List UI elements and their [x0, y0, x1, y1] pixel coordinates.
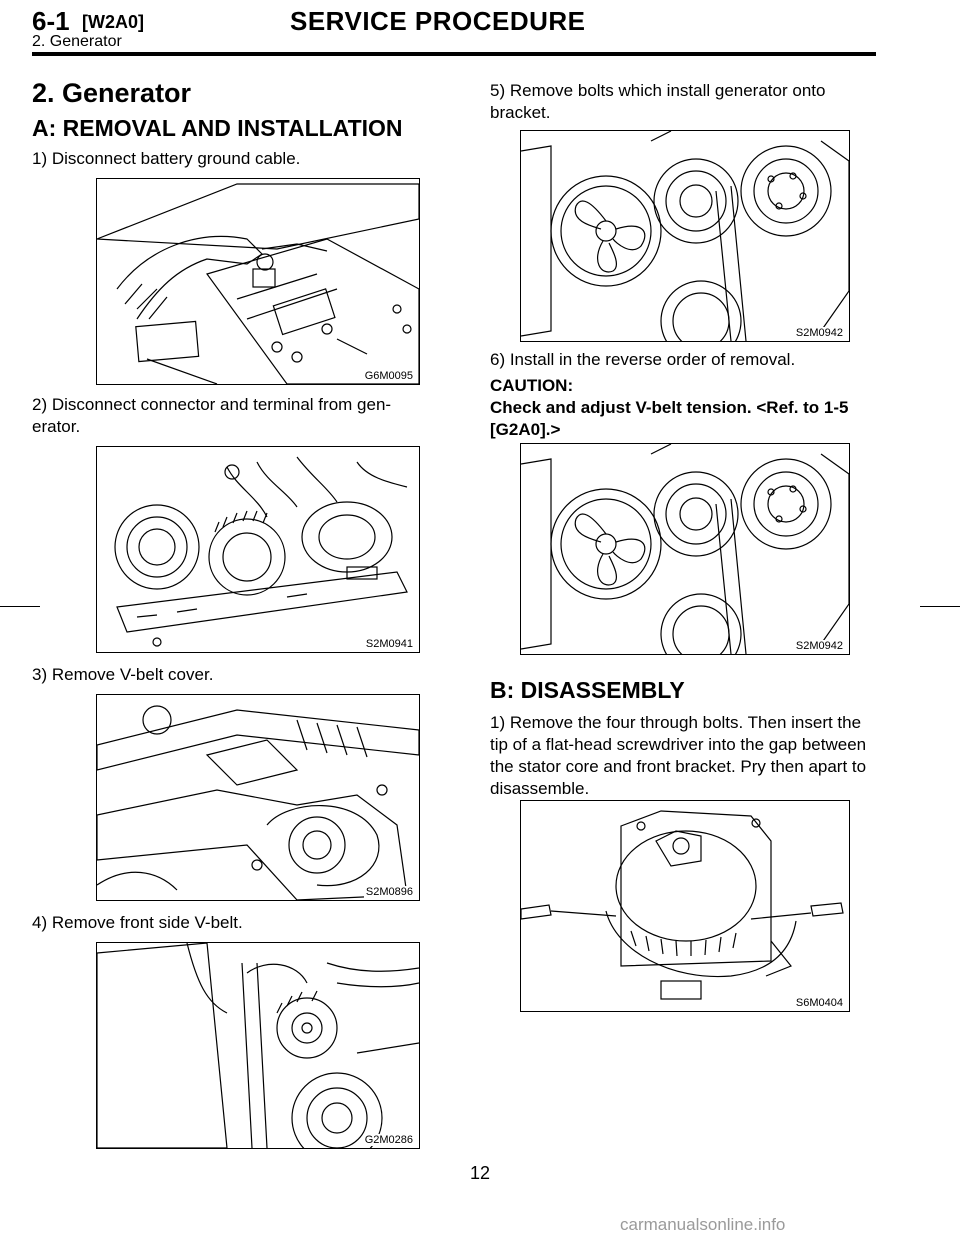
caution-heading: CAUTION: [490, 376, 574, 395]
step-3-text: 3) Remove V-belt cover. [32, 665, 214, 684]
figure-code: S6M0404 [795, 997, 843, 1009]
step-2-text-cont: erator. [32, 417, 81, 436]
front-vbelt-illustration [97, 943, 419, 1148]
figure-code: S2M0896 [365, 886, 413, 898]
section-title: 2. Generator [32, 78, 192, 108]
header-subtitle: 2. Generator [32, 33, 122, 50]
vbelt-tension-illustration [521, 444, 849, 654]
footer-watermark: carmanualsonline.info [620, 1215, 786, 1234]
step-5-text-cont: bracket. [490, 103, 551, 122]
figure-front-vbelt [96, 942, 420, 1149]
header-rule [32, 52, 876, 56]
figure-disassembly [520, 800, 850, 1012]
header-title: SERVICE PROCEDURE [290, 6, 586, 36]
connector-illustration [97, 447, 419, 652]
figure-battery-cable [96, 178, 420, 385]
figure-vbelt-cover [96, 694, 420, 901]
figure-code: S2M0942 [795, 640, 843, 652]
figure-code: S2M0941 [365, 638, 413, 650]
step-6-text: 6) Install in the reverse order of removal. [490, 350, 796, 369]
step-5-text: 5) Remove bolts which install generator onto [490, 81, 826, 100]
step-4-text: 4) Remove front side V-belt. [32, 913, 243, 932]
crop-mark-right [920, 606, 960, 607]
step-2-text: 2) Disconnect connector and terminal from gen- [32, 395, 392, 414]
battery-illustration [97, 179, 419, 384]
caution-line-1: Check and adjust V-belt tension. <Ref. to 1-5 [490, 398, 849, 417]
figure-vbelt-tension [520, 443, 850, 655]
disassembly-text-4: disassemble. [490, 779, 590, 798]
vbelt-cover-illustration [97, 695, 419, 900]
figure-generator-bolts [520, 130, 850, 342]
disassembly-text-3: the stator core and front bracket. Pry then apart to [490, 757, 867, 776]
section-code: 6-1 [32, 6, 70, 36]
page-number: 12 [469, 1163, 491, 1183]
disassembly-illustration [521, 801, 849, 1011]
caution-line-2: [G2A0].> [490, 420, 561, 439]
figure-code: G2M0286 [364, 1134, 413, 1146]
subsection-title-removal: A: REMOVAL AND INSTALLATION [32, 115, 403, 141]
step-1-text: 1) Disconnect battery ground cable. [32, 149, 301, 168]
disassembly-text-1: 1) Remove the four through bolts. Then insert the [490, 713, 862, 732]
crop-mark-left [0, 606, 40, 607]
subsection-title-disassembly: B: DISASSEMBLY [490, 677, 685, 703]
reference-code: [W2A0] [82, 12, 144, 32]
generator-bolts-illustration [521, 131, 849, 341]
figure-code: G6M0095 [364, 370, 413, 382]
figure-code: S2M0942 [795, 327, 843, 339]
disassembly-text-2: tip of a flat-head screwdriver into the gap between [490, 735, 867, 754]
figure-generator-connector [96, 446, 420, 653]
